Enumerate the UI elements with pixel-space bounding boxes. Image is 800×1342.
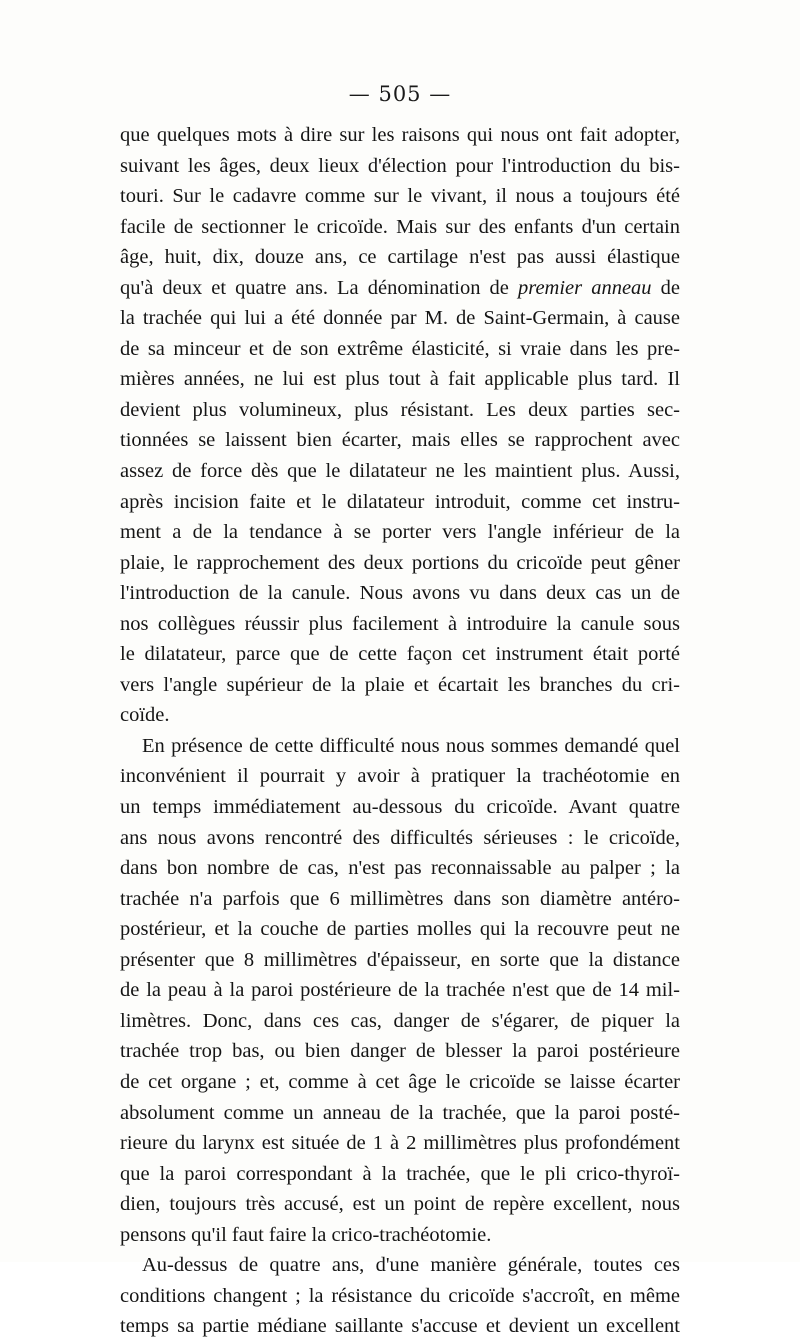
text-line: devient plus volumineux, plus résistant. Les deux parties sec- <box>120 398 680 421</box>
text-fragment: qu'à deux et quatre ans. La dénomination de <box>120 276 518 299</box>
text-line: nos collègues réussir plus facilement à introduire la canule sous <box>120 612 680 635</box>
text-line: rieure du larynx est située de 1 à 2 millimètres plus profondément <box>120 1132 680 1155</box>
text-line: de cet organe ; et, comme à cet âge le cricoïde se laisse écarter <box>120 1070 680 1093</box>
text-line: facile de sectionner le cricoïde. Mais sur des enfants d'un certain <box>120 215 680 238</box>
text-line: ans nous avons rencontré des difficultés sérieuses : le cricoïde, <box>120 826 680 849</box>
text-line: dien, toujours très accusé, est un point de repère excellent, nous <box>120 1193 680 1216</box>
paragraph-3 <box>120 1250 680 1342</box>
text-line: suivant les âges, deux lieux d'élection pour l'introduction du bis- <box>120 154 680 177</box>
text-fragment: de <box>651 276 680 299</box>
text-line: limètres. Donc, dans ces cas, danger de s'égarer, de piquer la <box>120 1009 680 1032</box>
text-line: pensons qu'il faut faire la crico-trachéotomie. <box>120 1223 492 1246</box>
text-line: l'introduction de la canule. Nous avons vu dans deux cas un de <box>120 582 680 605</box>
text-line: un temps immédiatement au-dessous du cricoïde. Avant quatre <box>120 796 680 819</box>
text-line: inconvénient il pourrait y avoir à pratiquer la trachéotomie en <box>120 765 680 788</box>
text-line: plaie, le rapprochement des deux portions du cricoïde peut gêner <box>120 551 680 574</box>
text-line: mières années, ne lui est plus tout à fait applicable plus tard. Il <box>120 368 680 391</box>
text-line: la trachée qui lui a été donnée par M. de Saint-Germain, à cause <box>120 307 680 330</box>
text-line: âge, huit, dix, douze ans, ce cartilage n'est pas aussi élastique <box>120 246 680 269</box>
text-line: trachée n'a parfois que 6 millimètres dans son diamètre antéro- <box>120 887 680 910</box>
text-line: de sa minceur et de son extrême élasticité, si vraie dans les pre- <box>120 337 680 360</box>
paragraph-1 <box>120 120 680 731</box>
italic-term: premier anneau <box>517 276 652 299</box>
paragraph-2 <box>120 731 680 1250</box>
text-line: tionnées se laissent bien écarter, mais elles se rapprochent avec <box>120 429 680 452</box>
text-line: dans bon nombre de cas, n'est pas reconnaissable au palper ; la <box>120 857 680 880</box>
text-line: assez de force dès que le dilatateur ne les maintient plus. Aussi, <box>120 460 680 483</box>
text-line: le dilatateur, parce que de cette façon cet instrument était porté <box>120 643 680 666</box>
text-line: que la paroi correspondant à la trachée, que le pli crico-thyroï- <box>120 1162 680 1185</box>
text-line: temps sa partie médiane saillante s'accuse et devient un excellent <box>120 1315 680 1338</box>
body-text <box>120 120 680 1342</box>
text-line <box>120 273 680 304</box>
text-line: vers l'angle supérieur de la plaie et écartait les branches du cri- <box>120 673 680 696</box>
text-line: postérieur, et la couche de parties molles qui la recouvre peut ne <box>120 918 680 941</box>
text-line: que quelques mots à dire sur les raisons qui nous ont fait adopter, <box>120 124 680 146</box>
page-number: — 505 — <box>348 82 452 106</box>
text-line: de la peau à la paroi postérieure de la trachée n'est que de 14 mil- <box>120 979 680 1002</box>
text-line: conditions changent ; la résistance du cricoïde s'accroît, en même <box>120 1284 680 1307</box>
text-line: ment a de la tendance à se porter vers l'angle inférieur de la <box>120 521 680 544</box>
text-line: En présence de cette difficulté nous nous sommes demandé quel <box>142 734 680 757</box>
text-line: absolument comme un anneau de la trachée, que la paroi posté- <box>120 1101 680 1124</box>
text-line: présenter que 8 millimètres d'épaisseur, en sorte que la distance <box>120 948 680 971</box>
text-line: après incision faite et le dilatateur introduit, comme cet instru- <box>120 490 680 513</box>
text-line: coïde. <box>120 704 170 727</box>
text-line: trachée trop bas, ou bien danger de blesser la paroi postérieure <box>120 1040 680 1063</box>
text-line: Au-dessus de quatre ans, d'une manière générale, toutes ces <box>142 1254 680 1277</box>
text-line: touri. Sur le cadavre comme sur le vivant, il nous a toujours été <box>120 185 680 208</box>
